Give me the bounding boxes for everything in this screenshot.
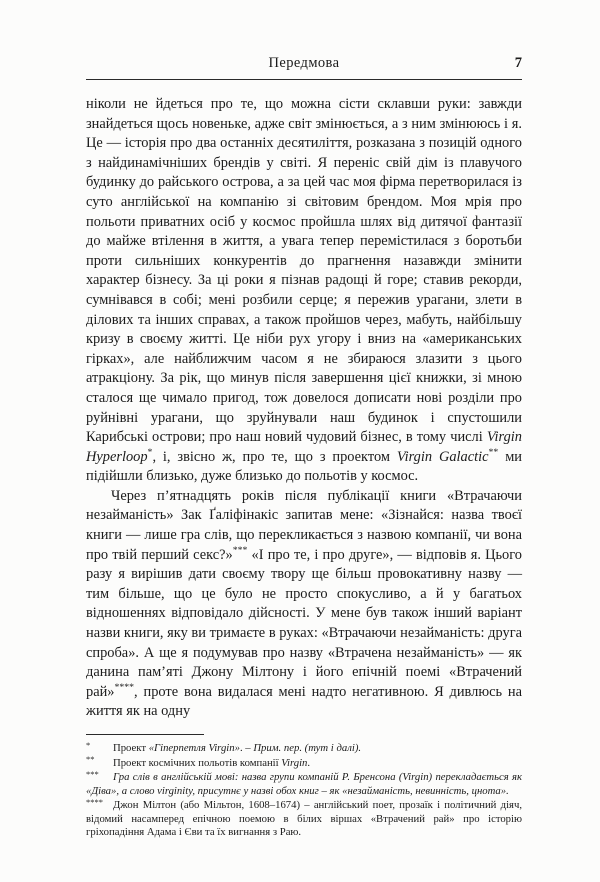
body-text: [86, 95, 522, 722]
footnotes: [86, 739, 522, 840]
footnote-text: Джон Мілтон (або Мільтон, 1608–1674) – англійський поет, прозаїк і політичний діяч, відомий насамперед епічною поемою в білих віршах «Втрачений рай» про історію гріхопадіння Адама і Єви та їх вигнання з Раю.: [86, 799, 522, 838]
footnote: **** Джон Мілтон (або Мільтон, 1608–1674) – англійський поет, прозаїк і політичний діяч, відомий насамперед епічною поемою в білих віршах «Втрачений рай» про історію гріхопадіння Адама і Єви та їх вигнання з Раю.: [86, 796, 522, 838]
page-number: 7: [514, 55, 522, 71]
footnote: ** Проект космічних польотів компанії Virgin.: [86, 754, 311, 769]
paragraph: Через п’ятнадцять років після публікації книги «Втрачаючи незайманість» Зак Ґаліфінакіс запитав мене: «Зізнайся: назва твоєї книги — лише гра слів, що перекликається з назвою компанії, чи вона про твій перший секс?»*** «І про те, і про друге», — відповів я. Цього разу я вирішив дати своєму твору ще більш провокативну назву — тим більше, що це було не просто спокусливо, а й у багатьох відношеннях відповідало дійсності. У мене був також інший варіант назви книги, яку ви тримаєте в руках: «Втрачаючи незайманість: друга спроба». А ще я подумував про назву «Втрачена незайманість» — як данина пам’яті Джону Мілтону і його епічній поемі «Втрачений рай»****, проте вона видалася мені надто негативною. Я дивлюсь на життя як на одну: [86, 487, 522, 720]
footnote: * Проект «Гіперпетля Virgin». – Прим. пер. (тут і далі).: [86, 739, 362, 754]
footnote-rule: [86, 734, 204, 735]
footnote: *** Гра слів в англійській мові: назва групи компаній Р. Бренсона (Virgin) перекладається як «Діва», а слово virginity, присутнє у назві обох книг – як «незайманість, невинність, цнота».: [86, 768, 522, 797]
footnote-text: Гра слів в англійській мові: назва групи компаній Р. Бренсона (Virgin) перекладається як «Діва», а слово virginity, присутнє у назві обох книг – як «незайманість, невинність, цнота».: [86, 771, 522, 797]
chapter-title: Передмова: [268, 55, 340, 71]
footnote-text: Проект космічних польотів компанії Virgin.: [113, 756, 311, 769]
page-header: [86, 54, 522, 80]
header-rule: [86, 79, 522, 80]
footnote-text: Проект «Гіперпетля Virgin». – Прим. пер. (тут і далі).: [113, 742, 362, 754]
paragraph: ніколи не йдеться про те, що можна сісти склавши руки: завжди знайдеться щось новеньке, адже світ змінюється, а з ним змінююсь і я. Це — історія про два останніх десятиліття, розказана з позицій одного з найдинамічніших брендів у світі. Я переніс свій дім із плавучого будинку до райського острова, а за цей час моя фірма перетворилася із суто англійської на компанію зі світовим брендом. Моя мрія про польоти приватних осіб у космос пройшла шлях від дитячої фантазії до майже втілення в життя, а увага тепер перемістилася з боротьби проти сильніших конкурентів до прагнення назавжди змінити характер бізнесу. За ці роки я пізнав радощі й горе; ставив рекорди, сумнівався в собі; мені розбили серце; я пережив урагани, злети в ділових та інших справах, а також пройшов через, мабуть, найбільшу кризу в своєму житті. Це ніби рух угору і вниз на «американських гірках», але найближчим часом я не збираюся злазити з цього атракціону. За рік, що минув після завершення цієї книжки, зі мною сталося ще чимало пригод, тож довелося дописати нові розділи про руйнівні урагани, що зруйнували наш будинок і спустошили Карибські острови; про наш новий чудовий бізнес, в тому числі Virgin Hyperloop*, і, звісно ж, про те, що з проектом Virgin Galactic** ми підійшли близько, дуже близько до польотів у космос.: [86, 96, 522, 485]
